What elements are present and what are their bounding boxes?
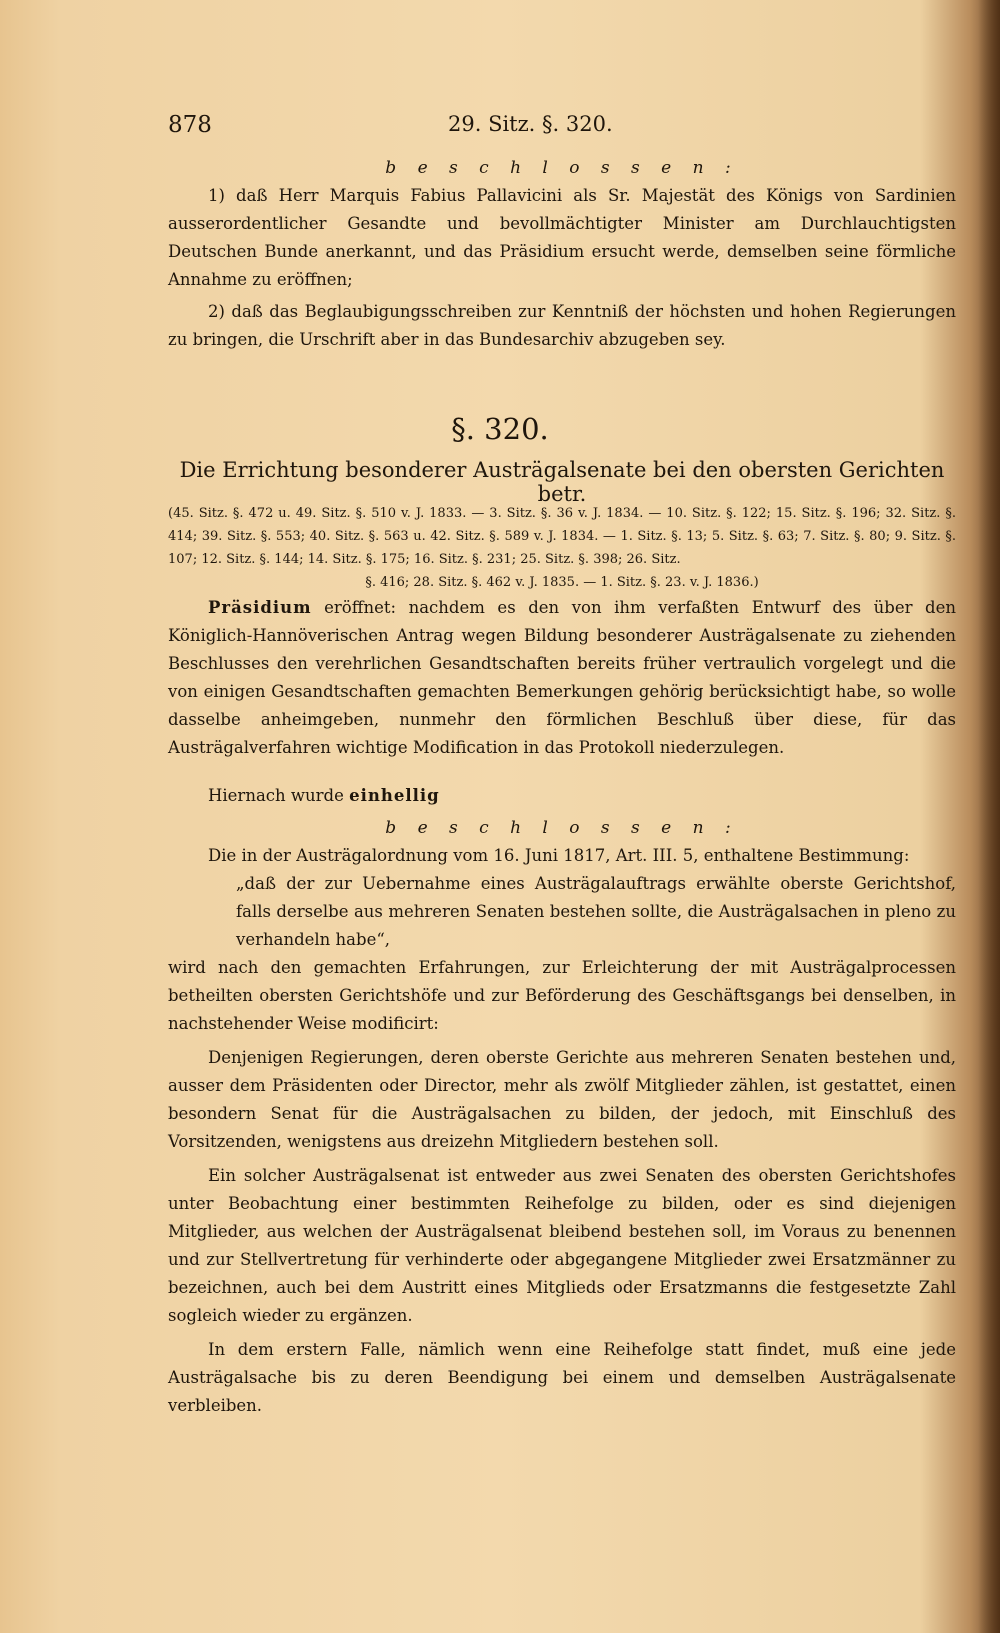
resolved-label-2: b e s c h l o s s e n : xyxy=(385,818,739,838)
paragraph-2: wird nach den gemachten Erfahrungen, zur Erleichterung der mit Austrägalprocessen betheilten obersten Gerichtshöfe und zur Beförderung des Geschäftsgangs bei denselben, in nachstehender Weise modificirt: xyxy=(168,958,956,1033)
references-text: (45. Sitz. §. 472 u. 49. Sitz. §. 510 v. J. 1833. — 3. Sitz. §. 36 v. J. 1834. — 10. Sitz. §. 122; 15. Sitz. §. 196; 32. Sitz. §. 414; 39. Sitz. §. 553; 40. Sitz. §. 563 u. 42. Sitz. §. 589 v. J. 1834. — 1. Sitz. §. 13; 5. Sitz. §. 63; 7. Sitz. §. 80; 9. Sitz. §. 107; 12. Sitz. §. 144; 14. Sitz. §. 175; 16. Sitz. §. 231; 25. Sitz. §. 398; 26. Sitz. xyxy=(168,506,956,567)
previous-resolution xyxy=(168,154,956,354)
references-text-end: §. 416; 28. Sitz. §. 462 v. J. 1835. — 1. Sitz. §. 23. v. J. 1836.) xyxy=(365,575,759,590)
paragraph-5: In dem erstern Falle, nämlich wenn eine Reihefolge statt findet, muß eine jede Austrägalsache bis zu deren Beendigung bei einem und demselben Austrägalsenate verbleiben. xyxy=(168,1340,956,1415)
praesidium-text: eröffnet: nachdem es den von ihm verfaßten Entwurf des über den Königlich-Hannöverischen Antrag wegen Bildung besonderer Austrägalsenate zu ziehenden Beschlusses den verehrlichen Gesandtschaften bereits früher vertraulich vorgelegt und die von einigen Gesandtschaften gemachten Bemerkungen gehörig berücksichtigt habe, so wolle dasselbe anheimgeben, nunmehr den förmlichen Beschluß über diese, für das Austrägalverfahren wichtige Modification in das Protokoll niederzulegen. xyxy=(168,598,956,757)
paragraph-4: Ein solcher Austrägalsenat ist entweder aus zwei Senaten des obersten Gerichtshofes unter Beobachtung einer bestimmten Reihefolge zu bilden, oder es sind diejenigen Mitglieder, aus welchen der Austrägalsenat bleibend bestehen soll, im Voraus zu benennen und zur Stellvertretung für verhinderte oder abgegangene Mitglieder zwei Ersatzmänner zu bezeichnen, auch bei dem Austritt eines Mitglieds oder Ersatzmanns die festgesetzte Zahl sogleich wieder zu ergänzen. xyxy=(168,1166,956,1325)
session-references xyxy=(168,502,956,594)
quoted-provision: „daß der zur Uebernahme eines Austrägalauftrags erwählte oberste Gerichtshof, falls derselbe aus mehreren Senaten bestehen sollte, die Austrägalsachen in pleno zu verhandeln habe“, xyxy=(236,874,956,949)
praesidium-lead: Präsidium xyxy=(208,598,312,617)
resolution-item-2: 2) daß das Beglaubigungsschreiben zur Kenntniß der höchsten und hohen Regierungen zu bringen, die Urschrift aber in das Bundesarchiv abzugeben sey. xyxy=(168,302,956,349)
main-body xyxy=(168,594,956,1420)
hiernach-text: Hiernach wurde xyxy=(208,786,350,805)
einhellig-word: einhellig xyxy=(349,786,440,805)
hiernach-line xyxy=(168,782,956,810)
page-number: 878 xyxy=(168,112,212,138)
paragraph-1: Die in der Austrägalordnung vom 16. Juni 1817, Art. III. 5, enthaltene Bestimmung: xyxy=(208,846,910,865)
section-title: Die Errichtung besonderer Austrägalsenate bei den obersten Gerichten betr. xyxy=(179,458,945,506)
paragraph-3: Denjenigen Regierungen, deren oberste Gerichte aus mehreren Senaten bestehen und, ausser dem Präsidenten oder Director, mehr als zwölf Mitglieder zählen, ist gestattet, einen besondern Senat für die Austrägalsachen zu bilden, der jedoch, mit Einschluß des Vorsitzenden, wenigstens aus dreizehn Mitgliedern bestehen soll. xyxy=(168,1048,956,1151)
praesidium-paragraph xyxy=(168,594,956,762)
resolved-label: b e s c h l o s s e n : xyxy=(385,158,739,178)
section-number: §. 320. xyxy=(451,412,549,446)
resolution-item-1: 1) daß Herr Marquis Fabius Pallavicini als Sr. Majestät des Königs von Sardinien ausserordentlicher Gesandte und bevollmächtigter Minister am Durchlauchtigsten Deutschen Bunde anerkannt, und das Präsidium ersucht werde, demselben seine förmliche Annahme zu eröffnen; xyxy=(168,186,956,289)
running-head: 29. Sitz. §. 320. xyxy=(448,112,613,136)
